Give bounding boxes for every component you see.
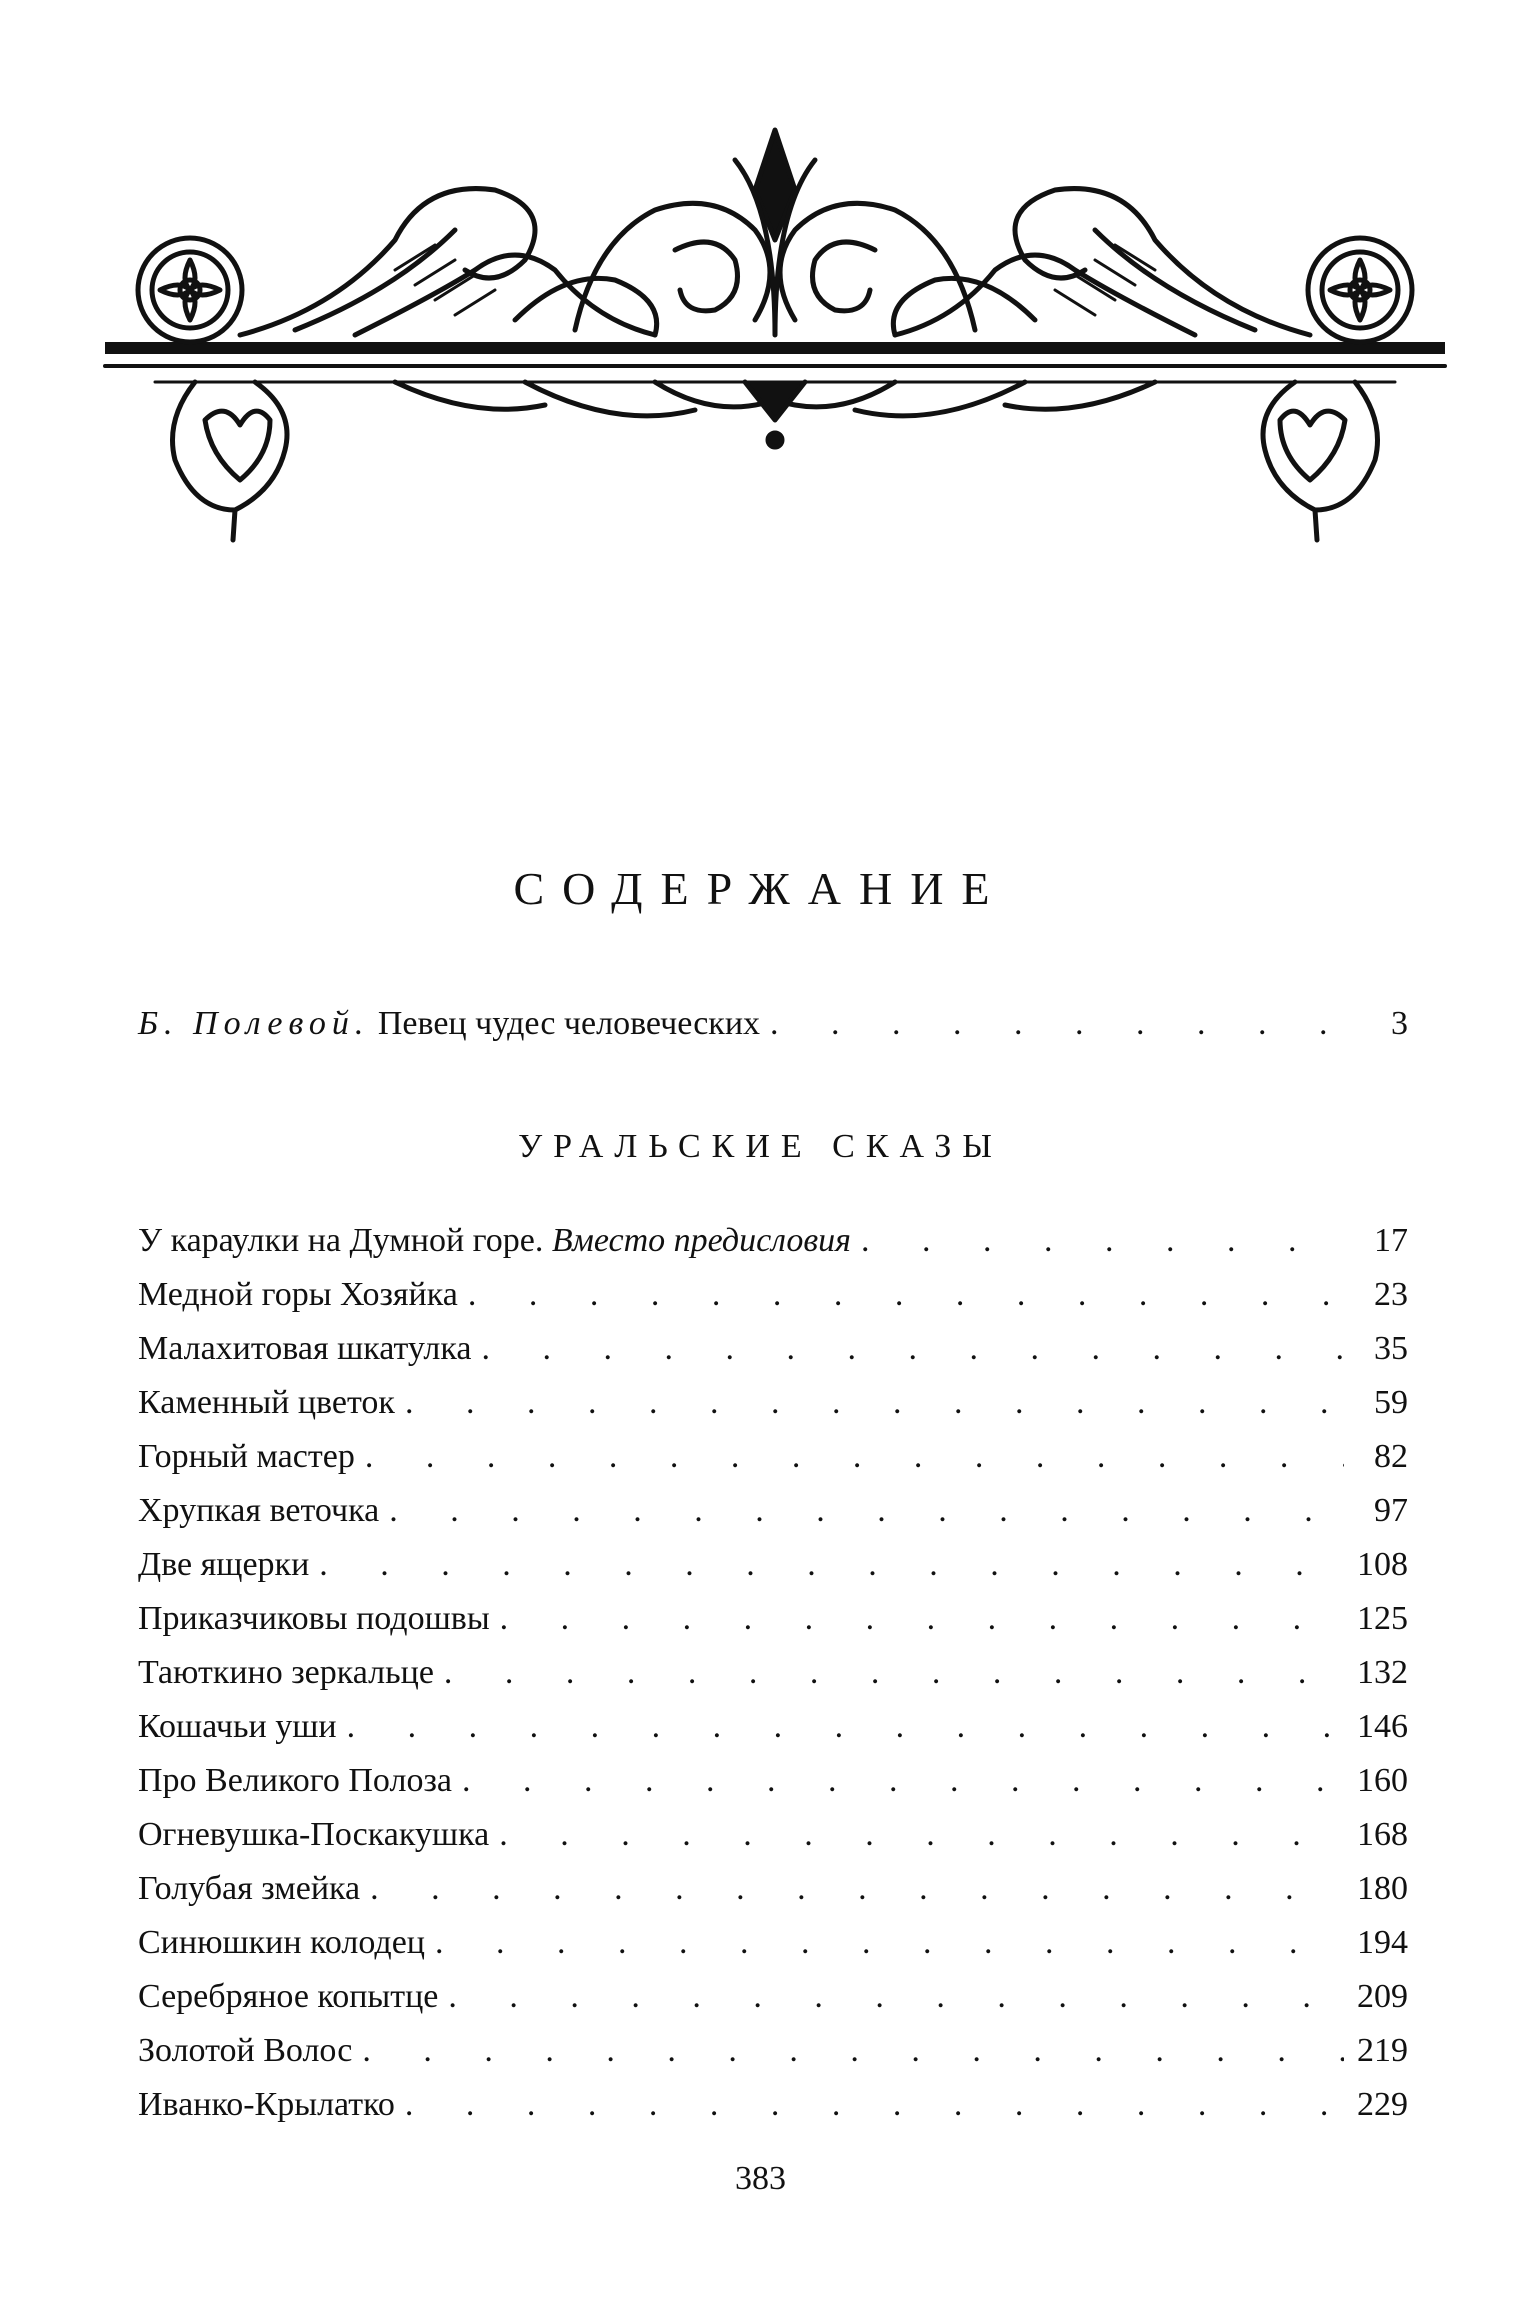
page-number: 383: [735, 2160, 786, 2197]
toc-entry: [138, 1654, 1408, 1702]
toc-entry-page: 180: [1357, 1870, 1408, 1907]
dot-leader: [472, 1330, 1345, 1368]
dot-leader: [395, 1384, 1344, 1422]
toc-entry-page: 23: [1374, 1276, 1408, 1313]
toc-entry-page: 97: [1374, 1492, 1408, 1529]
toc-entry-title: Горный мастер: [138, 1438, 355, 1475]
toc-entry-title: Огневушка-Поскакушка: [138, 1816, 490, 1853]
toc-entry-title: Малахитовая шкатулка: [138, 1330, 472, 1367]
toc-entry: [138, 1870, 1408, 1918]
dot-leader: [851, 1222, 1344, 1260]
toc-entry-title: Синюшкин колодец: [138, 1924, 425, 1961]
toc-entry: [138, 1708, 1408, 1756]
toc-entry-title: У караулки на Думной горе. Вместо предисловия: [138, 1222, 851, 1259]
toc-entry-title: Иванко-Крылатко: [138, 2086, 395, 2123]
toc-entry-page: 59: [1374, 1384, 1408, 1421]
toc-entry-subtitle: Вместо предисловия: [551, 1222, 851, 1259]
toc-entry: [138, 1924, 1408, 1972]
toc-entry: [138, 1330, 1408, 1378]
toc-entry-title: Хрупкая веточка: [138, 1492, 380, 1529]
toc-entry-title: Золотой Волос: [138, 2032, 353, 2069]
dot-leader: [489, 1816, 1344, 1854]
dot-leader: [395, 2086, 1344, 2124]
section-heading: УРАЛЬСКИЕ СКАЗЫ: [518, 1128, 1003, 1165]
toc-entry-page: 194: [1357, 1924, 1408, 1961]
toc-entry: [138, 1762, 1408, 1810]
toc-entry: [138, 1978, 1408, 2026]
dot-leader: [425, 1924, 1344, 1962]
toc-entry-page: 209: [1357, 1978, 1408, 2015]
toc-entry: [138, 1384, 1408, 1432]
toc-entry-page: 168: [1357, 1816, 1408, 1853]
toc-entry-page: 229: [1357, 2086, 1408, 2123]
toc-entry-title: Приказчиковы подошвы: [138, 1600, 490, 1637]
toc-entry: [138, 1600, 1408, 1648]
toc-entry-title: Голубая змейка: [138, 1870, 361, 1907]
toc-entry-author: Б. Полевой.: [138, 1005, 370, 1042]
toc-entry-title: Каменный цветок: [138, 1384, 395, 1421]
dot-leader: [360, 1870, 1344, 1908]
toc-entry-intro: [138, 1005, 1408, 1053]
dot-leader: [379, 1492, 1344, 1530]
toc-entry: [138, 2032, 1408, 2080]
decorative-header-ornament: [95, 120, 1455, 600]
dot-leader: [337, 1708, 1344, 1746]
dot-leader: [490, 1600, 1344, 1638]
toc-entry: [138, 2086, 1408, 2134]
toc-entry: [138, 1492, 1408, 1540]
toc-entry: [138, 1222, 1408, 1270]
toc-entry-page: 35: [1374, 1330, 1408, 1367]
toc-entry: [138, 1816, 1408, 1864]
toc-entry-title: Две ящерки: [138, 1546, 310, 1583]
dot-leader: [352, 2032, 1344, 2070]
toc-entry-page: 125: [1357, 1600, 1408, 1637]
dot-leader: [434, 1654, 1344, 1692]
toc-entry-page: 17: [1374, 1222, 1408, 1259]
toc-entry-title: Серебряное копытце: [138, 1978, 439, 2015]
dot-leader: [760, 1005, 1344, 1043]
toc-entry-title: Кошачьи уши: [138, 1708, 337, 1745]
toc-entry-page: 219: [1357, 2032, 1408, 2069]
dot-leader: [355, 1438, 1344, 1476]
toc-entry-title: Б. Полевой. Певец чудес человеческих: [138, 1005, 761, 1042]
toc-entry-page: 132: [1357, 1654, 1408, 1691]
toc-entry-page: 3: [1391, 1005, 1408, 1042]
toc-entry: [138, 1546, 1408, 1594]
dot-leader: [438, 1978, 1344, 2016]
toc-entry-title: Про Великого Полоза: [138, 1762, 452, 1799]
toc-entry-title: Таюткино зеркальце: [138, 1654, 434, 1691]
toc-entry-page: 160: [1357, 1762, 1408, 1799]
dot-leader: [309, 1546, 1344, 1584]
page-title: СОДЕРЖАНИЕ: [513, 863, 1008, 914]
toc-entry-page: 108: [1357, 1546, 1408, 1583]
toc-entry: [138, 1438, 1408, 1486]
dot-leader: [458, 1276, 1344, 1314]
toc-entry: [138, 1276, 1408, 1324]
dot-leader: [452, 1762, 1344, 1800]
toc-entry-page: 146: [1357, 1708, 1408, 1745]
toc-entry-page: 82: [1374, 1438, 1408, 1475]
toc-entry-title: Медной горы Хозяйка: [138, 1276, 458, 1313]
